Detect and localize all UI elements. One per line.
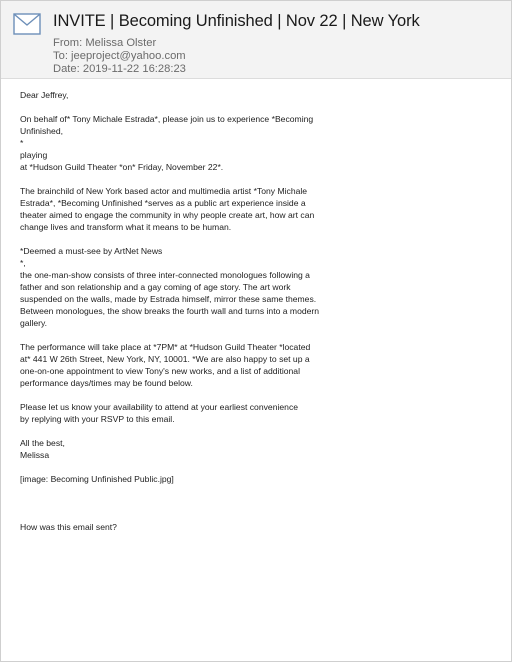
- image-placeholder: [image: Becoming Unfinished Public.jpg]: [20, 474, 174, 484]
- email-to: To: jeeproject@yahoo.com: [53, 50, 186, 62]
- paragraph-description: The brainchild of New York based actor and multimedia artist *Tony Michale Estrada*, *Becoming Unfinished *serves as a public art experience inside a theater aimed to engage the community in why people create art, how art can change lives and transform what it means to be human.: [20, 186, 315, 232]
- greeting: Dear Jeffrey,: [20, 90, 69, 100]
- mail-icon: [13, 12, 41, 36]
- email-date: Date: 2019-11-22 16:28:23: [53, 63, 186, 75]
- footer-question: How was this email sent?: [20, 522, 117, 532]
- email-body: [20, 89, 340, 533]
- email-subject: INVITE | Becoming Unfinished | Nov 22 | New York: [53, 12, 420, 30]
- paragraph-performance: The performance will take place at *7PM* at *Hudson Guild Theater *located at* 441 W 26th Street, New York, NY, 10001. *We are also happy to set up a one-on-one appointment to view Tony's new works, and a list of additional performance days/times may be found below.: [20, 342, 311, 388]
- paragraph-rsvp: Please let us know your availability to attend at your earliest convenience by replying with your RSVP to this email.: [20, 402, 299, 424]
- signoff: All the best, Melissa: [20, 438, 65, 460]
- paragraph-show-details: *Deemed a must-see by ArtNet News *, the one-man-show consists of three inter-connected monologues following a father and son relationship and a gay coming of age story. The art work suspended on the walls, made by Estrada himself, mirror these same themes. Between monologues, the show breaks the fourth wall and turns into a modern gallery.: [20, 246, 320, 328]
- email-from: From: Melissa Olster: [53, 37, 157, 49]
- paragraph-invitation: On behalf of* Tony Michale Estrada*, please join us to experience *Becoming Unfinished, * playing at *Hudson Guild Theater *on* Friday, November 22*.: [20, 114, 314, 172]
- email-header: [1, 1, 511, 79]
